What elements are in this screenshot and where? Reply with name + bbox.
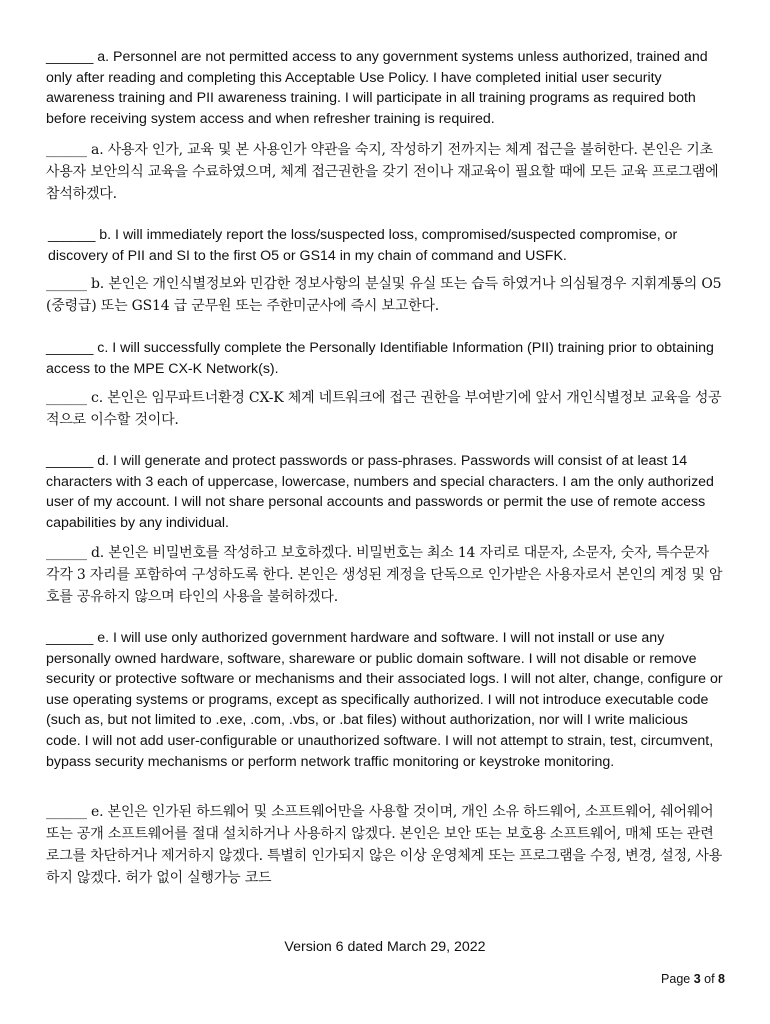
- page-prefix: Page: [661, 972, 694, 986]
- page-current: 3: [693, 972, 701, 986]
- paragraph-c-english: ______ c. I will successfully complete the Personally Identifiable Information (PII) training prior to obtaining access to the MPE CX-K Network(s).: [46, 340, 714, 377]
- paragraph-a-english: ______ a. Personnel are not permitted access to any government systems unless authorized, trained and only after reading and completing this Acceptable Use Policy. I have completed initial user security awareness training and PII awareness training. I will participate in all training programs as required both before receiving system access and when refresher training is required.: [46, 49, 708, 127]
- paragraph-c-korean: ______ c. 본인은 임무파트너환경 CX-K 체계 네트워크에 접근 권한을 부여받기에 앞서 개인식별정보 교육을 성공적으로 이수할 것이다.: [46, 390, 722, 428]
- version-footer: Version 6 dated March 29, 2022: [284, 939, 486, 955]
- page-mid: of: [700, 972, 719, 986]
- paragraph-d-korean: ______ d. 본인은 비밀번호를 작성하고 보호하겠다. 비밀번호는 최소 14 자리로 대문자, 소문자, 숫자, 특수문자 각각 3 자리를 포함하여 구성하도록 한다. 본인은 생성된 계정을 단독으로 인가받은 사용자로서 본인의 계정 및 암호를 공유하지 않으며 타인의 사용을 불허하겠다.: [46, 545, 723, 605]
- paragraph-a-korean: ______ a. 사용자 인가, 교육 및 본 사용인가 약관을 숙지, 작성하기 전까지는 체계 접근을 불허한다. 본인은 기초 사용자 보안의식 교육을 수료하였으며, 체계 접근권한을 갖기 전이나 재교육이 필요할 때에 모든 교육 프로그램에 참석하겠다.: [46, 142, 719, 202]
- paragraph-e-english: ______ e. I will use only authorized government hardware and software. I will not install or use any personally owned hardware, software, shareware or public domain software. I will not disable or remove security or protective software or mechanisms and their associated logs. I will not alter, change, configure or use operating systems or programs, except as specifically authorized. I will not introduce executable code (such as, but not limited to .exe, .com, .vbs, or .bat files) without authorization, nor will I write malicious code. I will not add user-configurable or unauthorized software. I will not attempt to strain, test, circumvent, bypass security mechanisms or perform network traffic monitoring or keystroke monitoring.: [46, 630, 723, 770]
- page-number: [661, 972, 725, 986]
- paragraph-b-korean: ______ b. 본인은 개인식별정보와 민감한 정보사항의 분실및 유실 또는 습득 하였거나 의심될경우 지휘계통의 O5 (중령급) 또는 GS14 급 군무원 또는 주한미군사에 즉시 보고한다.: [46, 276, 722, 314]
- paragraph-d-english: ______ d. I will generate and protect passwords or pass-phrases. Passwords will consist of at least 14 characters with 3 each of uppercase, lowercase, numbers and special characters. I am the only authorized user of my account. I will not share personal accounts and passwords or permit the use of remote access capabilities by any individual.: [46, 453, 714, 531]
- page-total: 8: [718, 972, 725, 986]
- paragraph-b-english: ______ b. I will immediately report the loss/suspected loss, compromised/suspected compromise, or discovery of PII and SI to the first O5 or GS14 in my chain of command and USFK.: [48, 227, 678, 264]
- paragraph-e-korean: ______ e. 본인은 인가된 하드웨어 및 소프트웨어만을 사용할 것이며, 개인 소유 하드웨어, 소프트웨어, 쉐어웨어 또는 공개 소프트웨어를 절대 설치하거나 사용하지 않겠다. 본인은 보안 또는 보호용 소프트웨어, 매체 또는 관련 로그를 차단하거나 제거하지 않겠다. 특별히 인가되지 않은 이상 운영체계 또는 프로그램을 수정, 변경, 설정, 사용하지 않겠다. 허가 없이 실행가능 코드: [46, 804, 723, 886]
